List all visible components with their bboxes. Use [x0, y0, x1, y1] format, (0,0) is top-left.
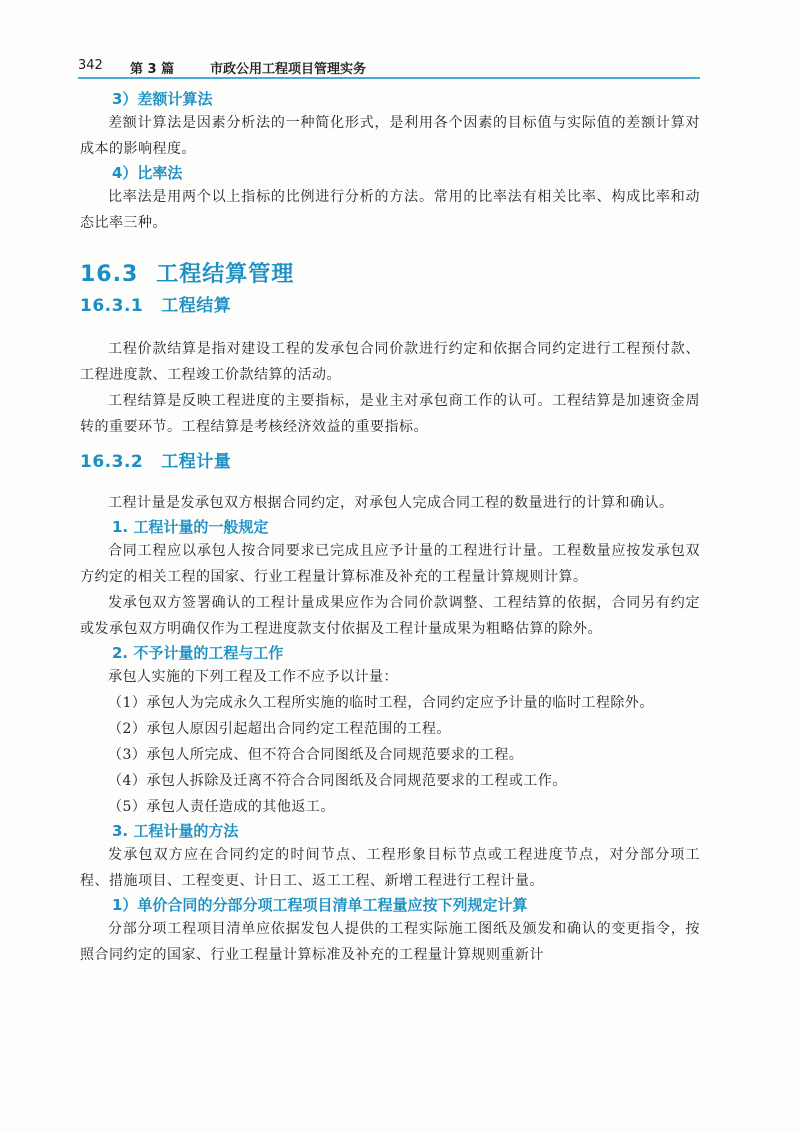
- subsection-number: 16.3.1: [80, 296, 144, 316]
- list-item: （5）承包人责任造成的其他返工。: [108, 799, 335, 815]
- subsection-title: 工程结算: [161, 296, 232, 316]
- section-title: 工程结算管理: [156, 262, 295, 287]
- heading-difference-method: 3）差额计算法: [112, 90, 213, 108]
- paragraph-general-rules-2: 发承包双方签署确认的工程计量成果应作为合同价款调整、工程结算的依据，合同另有约定或发承包双方明确仅作为工程进度款支付依据及工程计量成果为粗略估算的除外。: [80, 595, 700, 637]
- part-title: 市政公用工程项目管理实务: [210, 62, 367, 77]
- heading-measurement-method: 3. 工程计量的方法: [112, 822, 239, 840]
- heading-excluded-work: 2. 不予计量的工程与工作: [112, 644, 284, 662]
- paragraph-ratio-method: 比率法是用两个以上指标的比例进行分析的方法。常用的比率法有相关比率、构成比率和动态比率三种。: [80, 189, 700, 231]
- heading-general-rules: 1. 工程计量的一般规定: [112, 518, 269, 536]
- paragraph-excluded-intro: 承包人实施的下列工程及工作不应予以计量：: [108, 669, 398, 685]
- paragraph-settlement-definition: 工程价款结算是指对建设工程的发承包合同价款进行约定和依据合同约定进行工程预付款、工程进度款、工程竣工价款结算的活动。: [80, 341, 700, 383]
- subsection-heading-16-3-1: [80, 292, 700, 320]
- paragraph-unit-price-contract: 分部分项工程项目清单应依据发包人提供的工程实际施工图纸及颁发和确认的变更指令，按照合同约定的国家、行业工程量计算标准及补充的工程量计算规则重新计: [80, 921, 700, 963]
- paragraph-measurement-method: 发承包双方应在合同约定的时间节点、工程形象目标节点或工程进度节点，对分部分项工程、措施项目、工程变更、计日工、返工工程、新增工程进行工程计量。: [80, 847, 700, 889]
- list-item: （4）承包人拆除及迁离不符合合同图纸及合同规范要求的工程或工作。: [108, 773, 567, 789]
- subsection-title: 工程计量: [161, 452, 232, 472]
- paragraph-general-rules-1: 合同工程应以承包人按合同要求已完成且应予计量的工程进行计量。工程数量应按发承包双方约定的相关工程的国家、行业工程量计算标准及补充的工程量计算规则计算。: [80, 543, 700, 585]
- paragraph-measurement-definition: 工程计量是发承包双方根据合同约定，对承包人完成合同工程的数量进行的计算和确认。: [108, 495, 674, 511]
- list-item: （2）承包人原因引起超出合同约定工程范围的工程。: [108, 721, 451, 737]
- section-heading-16-3: [80, 258, 700, 292]
- section-number: 16.3: [80, 262, 139, 287]
- part-label: 第 3 篇: [130, 62, 175, 77]
- subsection-heading-16-3-2: [80, 448, 700, 476]
- subsection-number: 16.3.2: [80, 452, 144, 472]
- heading-unit-price-contract: 1）单价合同的分部分项工程项目清单工程量应按下列规定计算: [112, 896, 528, 914]
- list-item: （1）承包人为完成永久工程所实施的临时工程，合同约定应予计量的临时工程除外。: [108, 695, 654, 711]
- page-content: [80, 88, 700, 968]
- paragraph-settlement-importance: 工程结算是反映工程进度的主要指标，是业主对承包商工作的认可。工程结算是加速资金周转的重要环节。工程结算是考核经济效益的重要指标。: [80, 393, 700, 435]
- header-rule: [78, 77, 700, 79]
- list-item: （3）承包人所完成、但不符合合同图纸及合同规范要求的工程。: [108, 747, 524, 763]
- running-header: [78, 56, 698, 76]
- heading-ratio-method: 4）比率法: [112, 164, 183, 182]
- paragraph-difference-method: 差额计算法是因素分析法的一种简化形式，是利用各个因素的目标值与实际值的差额计算对成本的影响程度。: [80, 115, 700, 157]
- page-number: 342: [78, 58, 103, 73]
